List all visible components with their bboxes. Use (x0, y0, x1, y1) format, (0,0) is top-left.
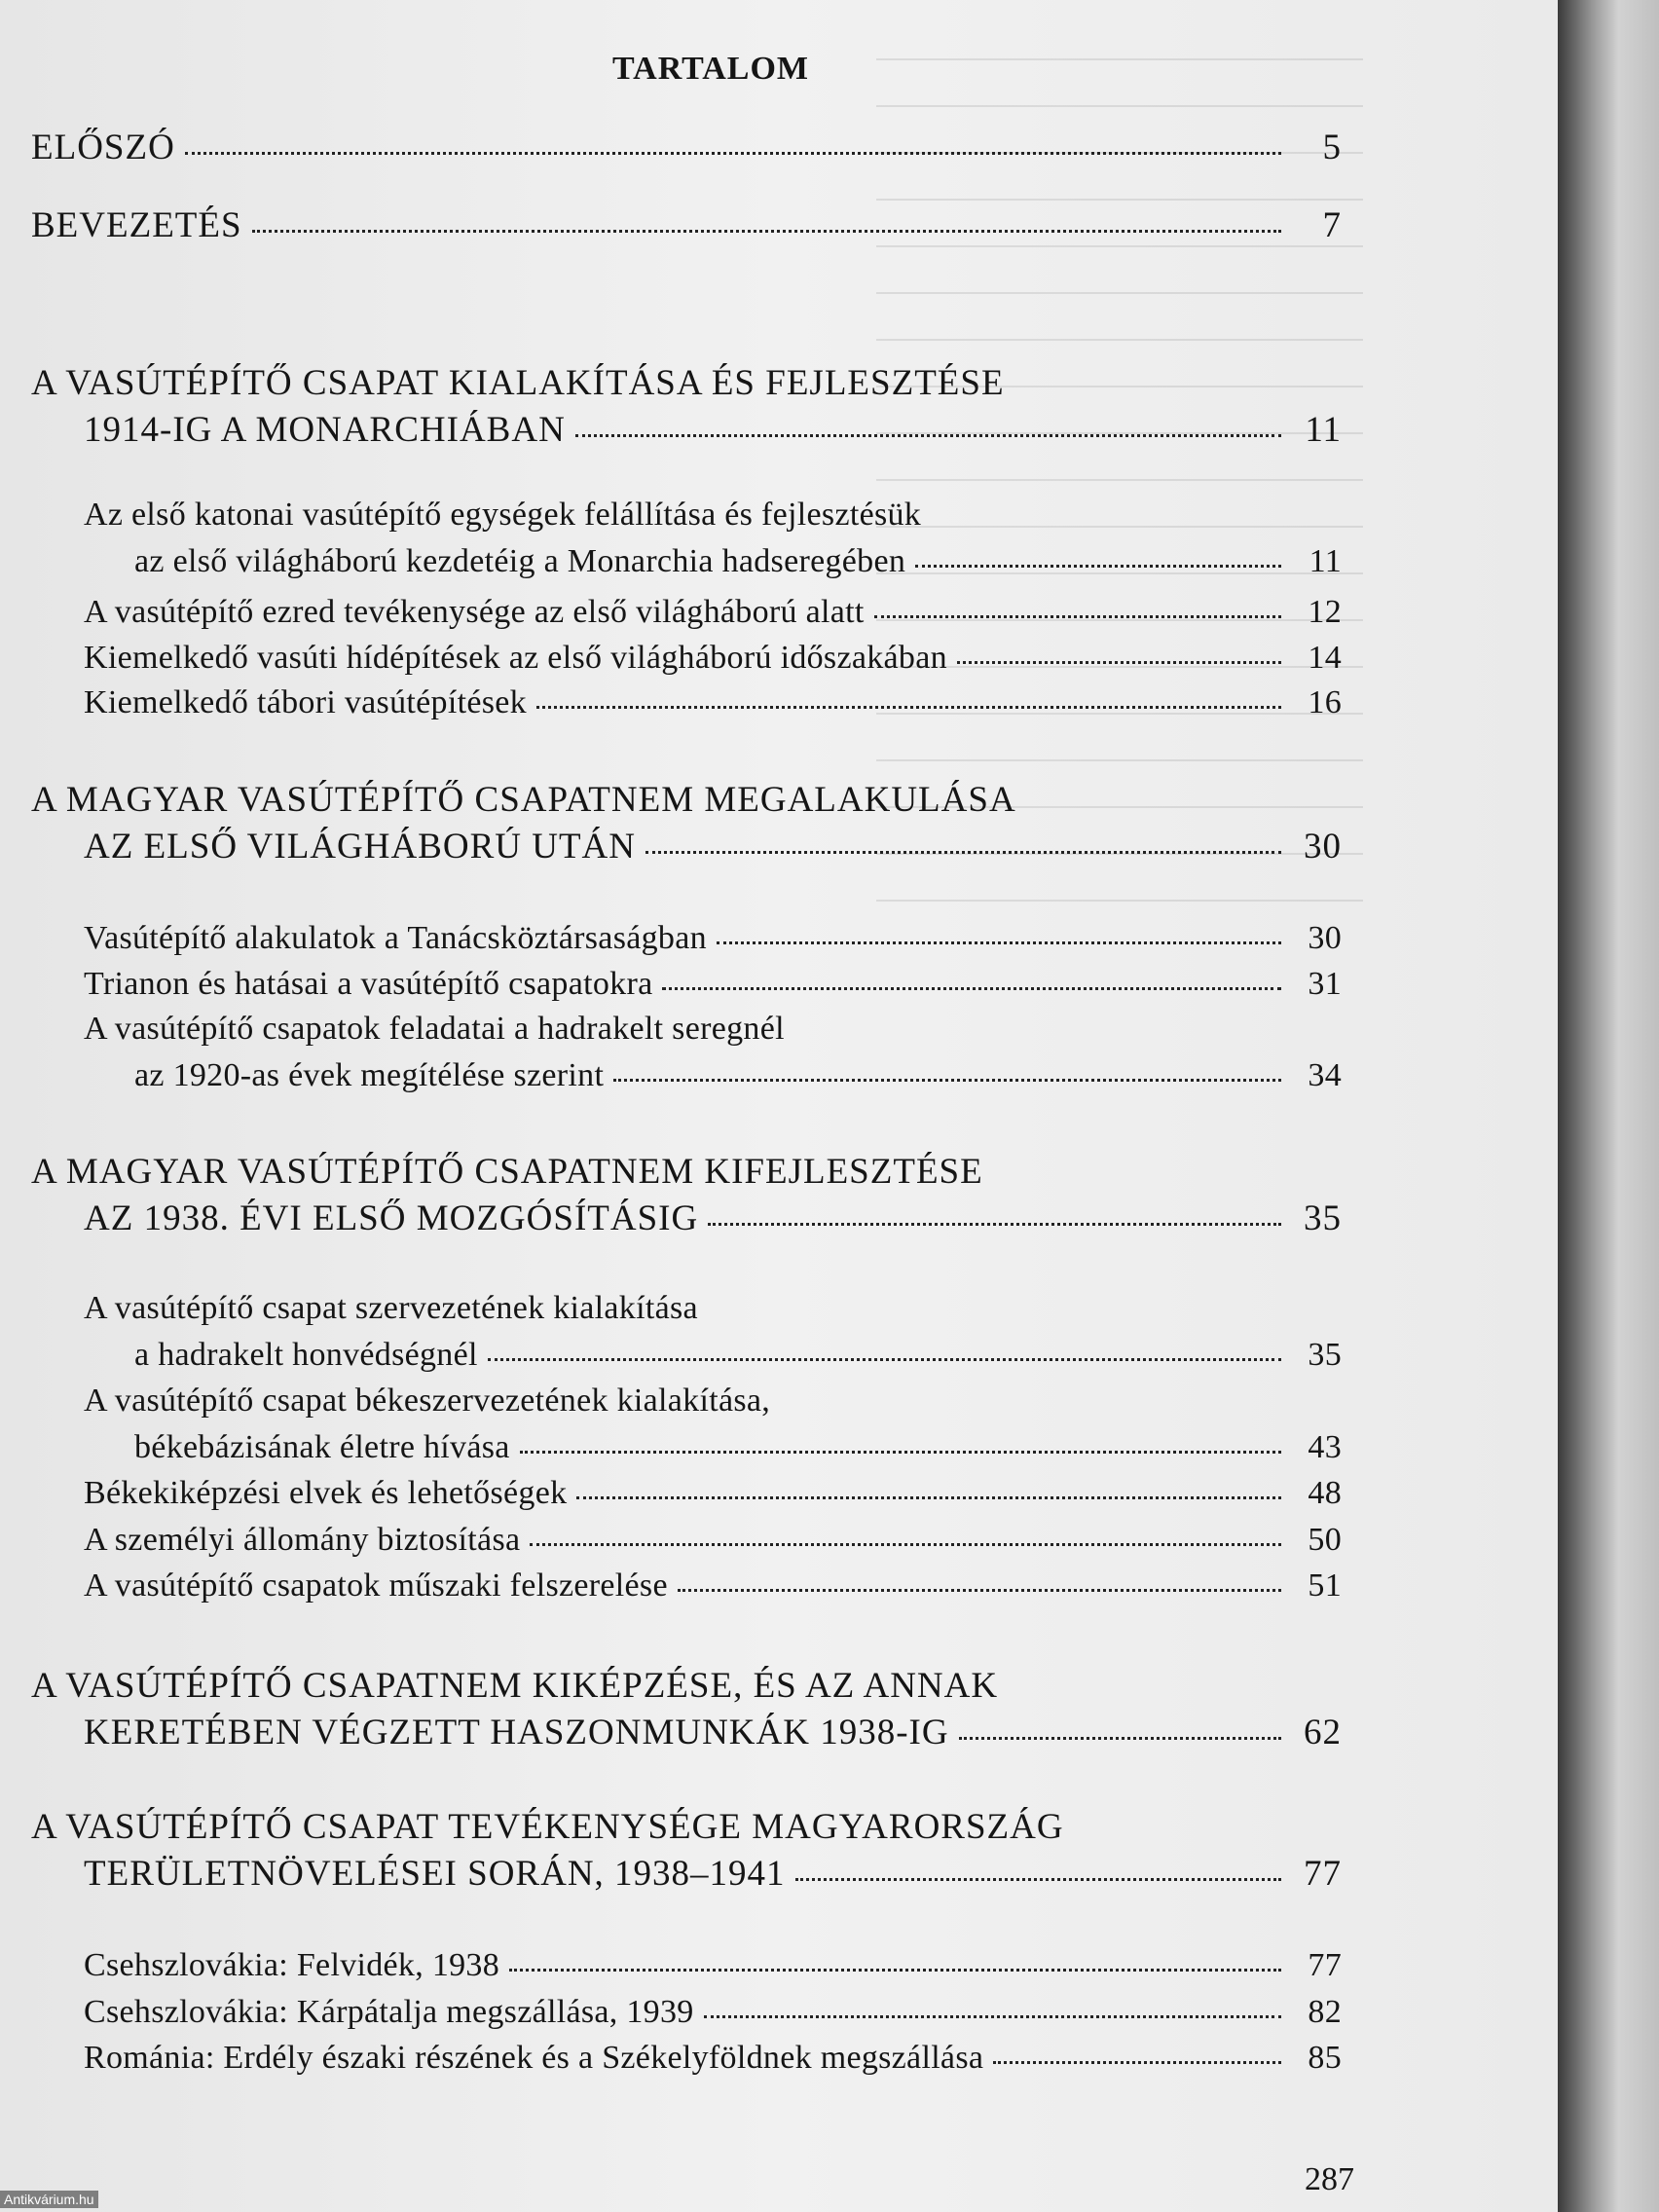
toc-line (84, 1712, 1342, 1753)
dot-leader (704, 2015, 1281, 2018)
toc-line-text: A vasútépítő csapat szervezetének kialakítása (84, 1290, 698, 1326)
toc-line (134, 543, 1342, 580)
toc-line-text: AZ ELSŐ VILÁGHÁBORÚ UTÁN (84, 827, 636, 866)
toc-line-text: Trianon és hatásai a vasútépítő csapatokra (84, 966, 653, 1002)
toc-page-ref: 7 (1322, 205, 1342, 245)
toc-page-ref: 31 (1308, 966, 1342, 1002)
dot-leader (795, 1878, 1281, 1881)
dot-leader (488, 1358, 1281, 1361)
dot-leader (509, 1969, 1281, 1972)
toc-line-text: A vasútépítő csapatok feladatai a hadrakelt seregnél (84, 1011, 785, 1047)
toc-line (84, 1522, 1342, 1559)
toc-line (84, 594, 1342, 631)
toc-page-ref: 50 (1308, 1522, 1342, 1558)
toc-line-text: A MAGYAR VASÚTÉPÍTŐ CSAPATNEM KIFEJLESZTÉSE (31, 1152, 983, 1192)
toc-line-text: BEVEZETÉS (31, 205, 242, 245)
toc-line (84, 497, 921, 534)
dot-leader (530, 1543, 1281, 1546)
book-spine (1558, 0, 1659, 2212)
toc-line (84, 1947, 1342, 1984)
toc-line (31, 779, 1016, 821)
toc-title: TARTALOM (612, 51, 809, 87)
toc-line-text: Békekiképzési elvek és lehetőségek (84, 1475, 568, 1511)
toc-page-ref: 43 (1308, 1429, 1342, 1465)
toc-page-ref: 48 (1308, 1475, 1342, 1511)
toc-line (134, 1429, 1342, 1466)
toc-line-text: Csehszlovákia: Felvidék, 1938 (84, 1947, 500, 1983)
toc-line (31, 1665, 998, 1707)
dot-leader (915, 565, 1281, 568)
toc-line-text: A VASÚTÉPÍTŐ CSAPAT KIALAKÍTÁSA ÉS FEJLESZTÉSE (31, 363, 1005, 403)
toc-page-ref: 51 (1308, 1567, 1342, 1604)
toc-line (134, 1057, 1342, 1094)
toc-page-ref: 5 (1322, 128, 1342, 167)
dot-leader (708, 1223, 1281, 1226)
toc-line-text: TERÜLETNÖVELÉSEI SORÁN, 1938–1941 (84, 1854, 786, 1894)
toc-line-text: az 1920-as évek megítélése szerint (134, 1057, 605, 1093)
toc-line (84, 826, 1342, 867)
toc-line (84, 1290, 698, 1327)
toc-line-text: AZ 1938. ÉVI ELSŐ MOZGÓSÍTÁSIG (84, 1198, 699, 1238)
dot-leader (575, 434, 1281, 437)
toc-page-ref: 11 (1305, 410, 1342, 450)
toc-page-ref: 82 (1308, 1994, 1342, 2030)
toc-page-ref: 62 (1304, 1713, 1342, 1752)
dot-leader (613, 1079, 1281, 1082)
toc-line-text: békebázisának életre hívása (134, 1429, 510, 1465)
watermark-label: Antikvárium.hu (0, 2191, 98, 2208)
toc-line-text: Románia: Erdély északi részének és a Székelyföldnek megszállása (84, 2040, 984, 2076)
toc-page-ref: 35 (1308, 1337, 1342, 1373)
toc-line-text: Vasútépítő alakulatok a Tanácsköztársaságban (84, 920, 707, 956)
dot-leader (185, 152, 1281, 155)
dot-leader (645, 851, 1281, 854)
toc-line (84, 1567, 1342, 1604)
toc-line (31, 1806, 1064, 1848)
toc-line-text: 1914-IG A MONARCHIÁBAN (84, 410, 566, 450)
toc-page-ref: 85 (1308, 2040, 1342, 2076)
toc-line (84, 1853, 1342, 1895)
toc-line (84, 640, 1342, 677)
toc-line-text: a hadrakelt honvédségnél (134, 1337, 478, 1373)
dot-leader (993, 2061, 1281, 2064)
toc-line (84, 1382, 770, 1419)
toc-line (31, 362, 1005, 404)
toc-line-text: Kiemelkedő vasúti hídépítések az első világháború időszakában (84, 640, 947, 676)
toc-line (84, 1198, 1342, 1239)
toc-line-text: az első világháború kezdetéig a Monarchia hadseregében (134, 543, 906, 579)
toc-page-ref: 30 (1304, 827, 1342, 866)
toc-page-ref: 34 (1308, 1057, 1342, 1093)
toc-page-ref: 77 (1308, 1947, 1342, 1983)
dot-leader (874, 615, 1281, 618)
toc-line-text: Az első katonai vasútépítő egységek felállítása és fejlesztésük (84, 497, 922, 533)
dot-leader (576, 1496, 1281, 1499)
dot-leader (678, 1589, 1281, 1592)
toc-line (31, 127, 1342, 168)
toc-line (84, 2040, 1342, 2077)
toc-line (84, 1994, 1342, 2031)
toc-page-ref: 12 (1308, 594, 1342, 630)
toc-page-ref: 77 (1304, 1854, 1342, 1894)
dot-leader (520, 1451, 1281, 1454)
toc-line-text: A személyi állomány biztosítása (84, 1522, 521, 1558)
dot-leader (662, 987, 1281, 990)
toc-line-text: KERETÉBEN VÉGZETT HASZONMUNKÁK 1938-IG (84, 1713, 949, 1752)
toc-line (84, 966, 1342, 1003)
dot-leader (959, 1737, 1281, 1740)
toc-line (31, 1151, 983, 1193)
toc-page-ref: 14 (1308, 640, 1342, 676)
toc-page-ref: 35 (1304, 1198, 1342, 1238)
toc-line (84, 684, 1342, 721)
toc-line-text: ELŐSZÓ (31, 128, 175, 167)
toc-line (84, 409, 1342, 451)
toc-line (134, 1337, 1342, 1374)
dot-leader (252, 230, 1281, 233)
toc-line-text: A vasútépítő ezred tevékenysége az első világháború alatt (84, 594, 865, 630)
toc-line-text: Csehszlovákia: Kárpátalja megszállása, 1939 (84, 1994, 694, 2030)
toc-line-text: A vasútépítő csapat békeszervezetének kialakítása, (84, 1382, 771, 1419)
dot-leader (957, 661, 1281, 664)
toc-line (84, 1475, 1342, 1512)
toc-line (31, 204, 1342, 246)
dot-leader (717, 941, 1281, 944)
toc-line-text: A VASÚTÉPÍTŐ CSAPAT TEVÉKENYSÉGE MAGYARORSZÁG (31, 1807, 1064, 1847)
toc-line-text: A vasútépítő csapatok műszaki felszerelése (84, 1567, 668, 1604)
dot-leader (536, 706, 1281, 709)
toc-line-text: A MAGYAR VASÚTÉPÍTŐ CSAPATNEM MEGALAKULÁSA (31, 780, 1016, 820)
toc-line-text: A VASÚTÉPÍTŐ CSAPATNEM KIKÉPZÉSE, ÉS AZ ANNAK (31, 1666, 999, 1706)
toc-line-text: Kiemelkedő tábori vasútépítések (84, 684, 527, 720)
toc-line (84, 1011, 785, 1048)
toc-page-ref: 16 (1308, 684, 1342, 720)
toc-page-ref: 30 (1308, 920, 1342, 956)
page-number: 287 (1305, 2161, 1354, 2197)
toc-line (84, 920, 1342, 957)
toc-page-ref: 11 (1309, 543, 1342, 579)
